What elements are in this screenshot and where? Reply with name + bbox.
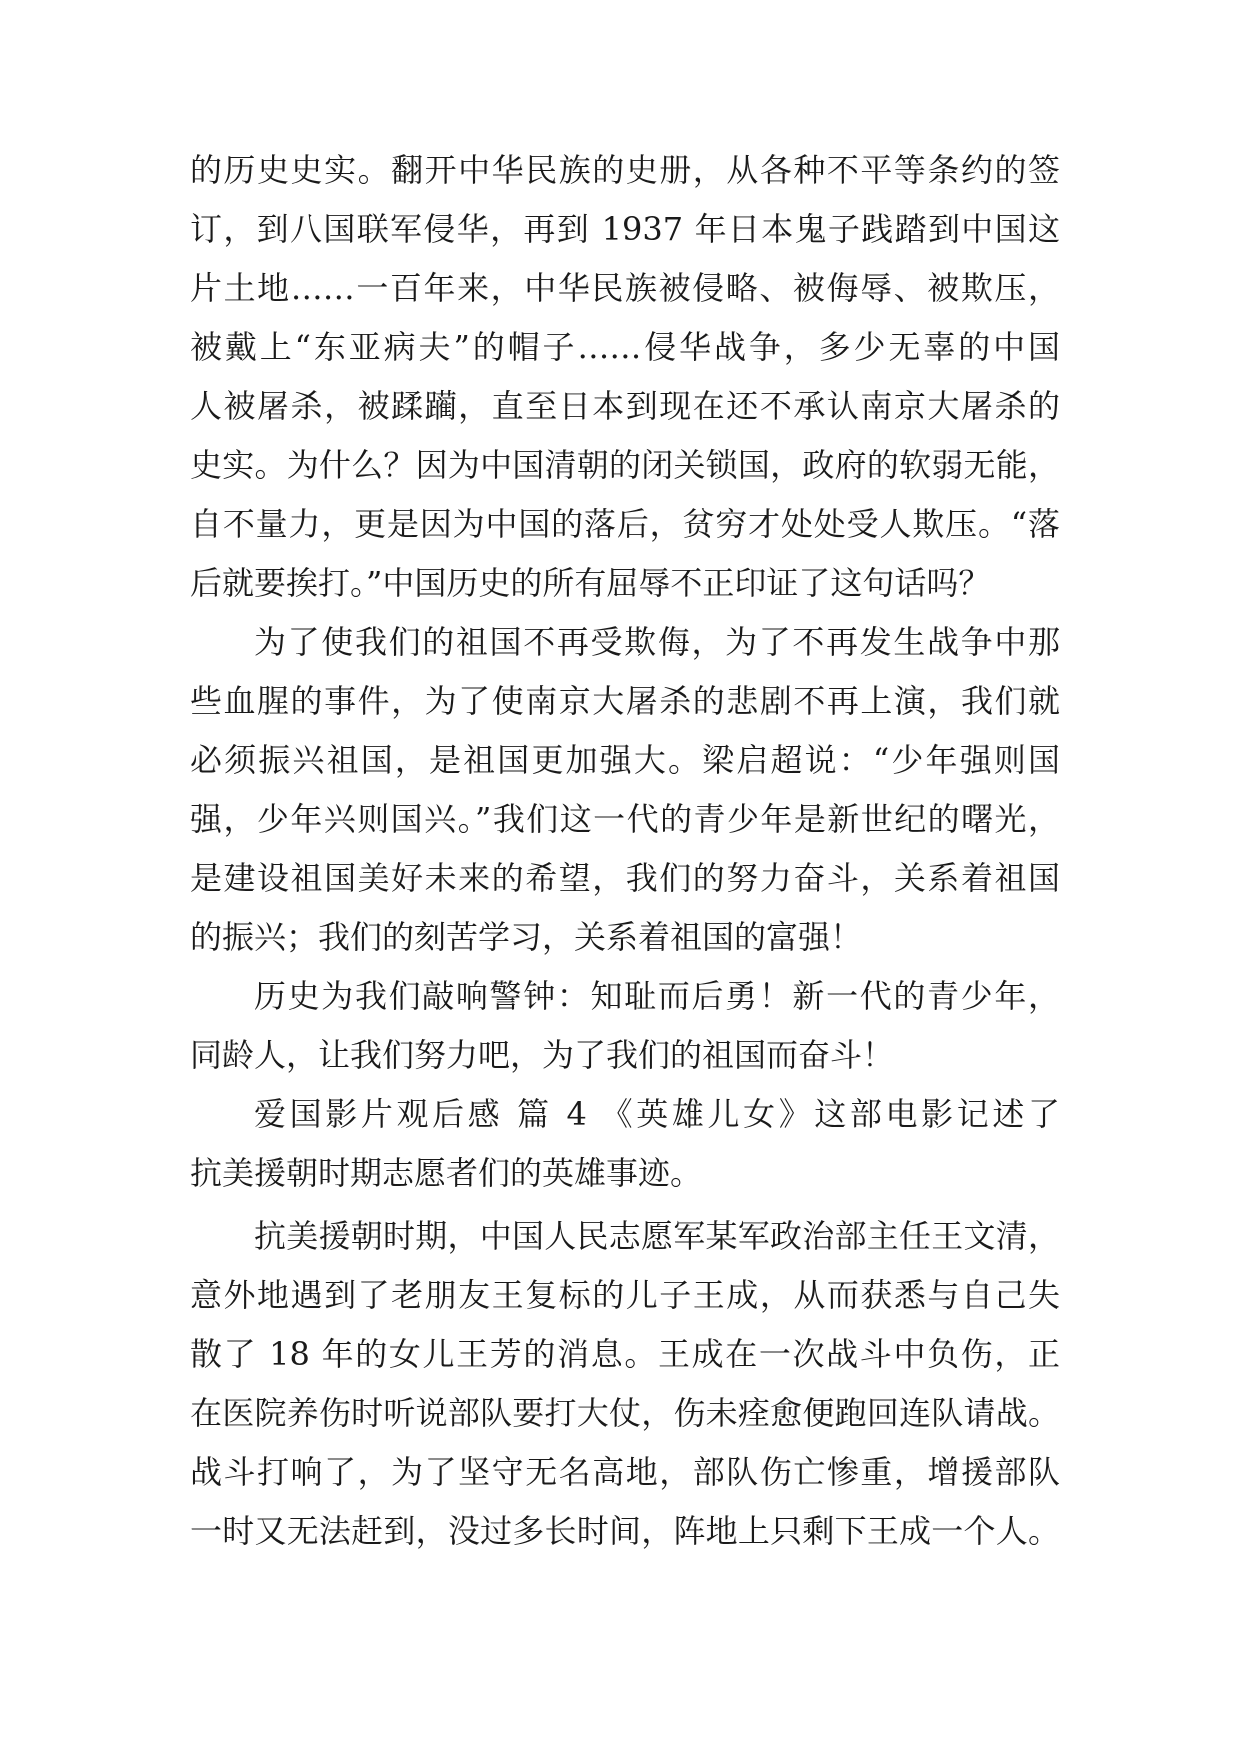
text-line: 史实。为什么？因为中国清朝的闭关锁国，政府的软弱无能， (190, 446, 1060, 484)
text-line: 是建设祖国美好未来的希望，我们的努力奋斗，关系着祖国 (190, 859, 1060, 897)
section-heading-line: 爱国影片观后感 篇 4 《英雄儿女》这部电影记述了 (254, 1095, 1060, 1133)
text-line: 一时又无法赶到，没过多长时间，阵地上只剩下王成一个人。 (190, 1512, 1060, 1550)
paragraph-first-line: 为了使我们的祖国不再受欺侮，为了不再发生战争中那 (254, 623, 1060, 661)
text-line: 抗美援朝时期志愿者们的英雄事迹。 (190, 1154, 703, 1192)
text-line: 战斗打响了，为了坚守无名高地，部队伤亡惨重，增援部队 (190, 1453, 1060, 1491)
text-line: 后就要挨打。”中国历史的所有屈辱不正印证了这句话吗？ (190, 564, 991, 602)
text-line: 被戴上“东亚病夫”的帽子……侵华战争，多少无辜的中国 (190, 328, 1060, 366)
text-line: 散了 18 年的女儿王芳的消息。王成在一次战斗中负伤，正 (190, 1335, 1060, 1373)
text-line: 的历史史实。翻开中华民族的史册，从各种不平等条约的签 (190, 151, 1060, 189)
text-line: 同龄人，让我们努力吧，为了我们的祖国而奋斗！ (190, 1036, 895, 1074)
paragraph-first-line: 历史为我们敲响警钟：知耻而后勇！新一代的青少年， (254, 977, 1060, 1015)
text-line: 意外地遇到了老朋友王复标的儿子王成，从而获悉与自己失 (190, 1276, 1060, 1314)
text-line: 的振兴；我们的刻苦学习，关系着祖国的富强！ (190, 918, 863, 956)
text-line: 人被屠杀，被蹂躏，直至日本到现在还不承认南京大屠杀的 (190, 387, 1060, 425)
text-line: 必须振兴祖国，是祖国更加强大。梁启超说：“少年强则国 (190, 741, 1060, 779)
text-line: 在医院养伤时听说部队要打大仗，伤未痊愈便跑回连队请战。 (190, 1394, 1060, 1432)
paragraph-first-line: 抗美援朝时期，中国人民志愿军某军政治部主任王文清， (254, 1217, 1060, 1255)
text-line: 强，少年兴则国兴。”我们这一代的青少年是新世纪的曙光， (190, 800, 1060, 838)
text-line: 片土地……一百年来，中华民族被侵略、被侮辱、被欺压， (190, 269, 1060, 307)
text-line: 自不量力，更是因为中国的落后，贫穷才处处受人欺压。“落 (190, 505, 1060, 543)
text-line: 订，到八国联军侵华，再到 1937 年日本鬼子践踏到中国这 (190, 210, 1060, 248)
text-line: 些血腥的事件，为了使南京大屠杀的悲剧不再上演，我们就 (190, 682, 1060, 720)
